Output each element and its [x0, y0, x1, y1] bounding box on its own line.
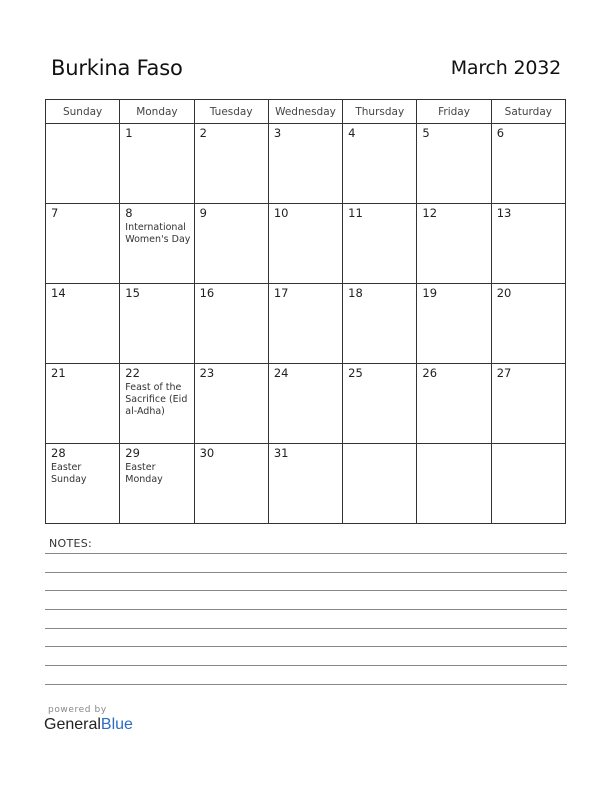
week-row: [46, 364, 566, 444]
day-cell: [343, 284, 417, 364]
day-number: 28: [51, 446, 66, 460]
day-cell: [268, 124, 342, 204]
day-number: 13: [496, 206, 512, 220]
holiday-event: Easter Monday: [125, 462, 163, 485]
holiday-event: International Women's Day: [125, 222, 191, 245]
day-number: 15: [125, 286, 140, 300]
day-number: 19: [422, 286, 438, 300]
day-cell: [491, 124, 565, 204]
notes-label: NOTES:: [49, 537, 93, 550]
day-cell: [417, 204, 491, 284]
weekday-wednesday: Wednesday: [268, 100, 342, 124]
weekday-thursday: Thursday: [343, 100, 417, 124]
weekday-header-row: [46, 100, 566, 124]
weekday-tuesday: Tuesday: [194, 100, 268, 124]
day-cell: [268, 204, 342, 284]
day-number: 12: [422, 206, 438, 220]
day-number: 9: [199, 206, 207, 220]
day-number: 17: [273, 286, 289, 300]
day-number: 20: [496, 286, 512, 300]
day-cell: [46, 284, 120, 364]
day-number: 21: [51, 366, 66, 380]
notes-line: [45, 684, 567, 685]
logo-general: General: [44, 716, 101, 733]
notes-line: [45, 590, 567, 591]
day-cell: [120, 284, 194, 364]
notes-line: [45, 646, 567, 647]
day-cell: [46, 204, 120, 284]
day-cell: [491, 284, 565, 364]
day-number: 25: [348, 366, 363, 380]
day-number: 5: [422, 126, 430, 140]
day-cell: [417, 444, 491, 524]
week-row: [46, 284, 566, 364]
day-number: 6: [496, 126, 505, 140]
day-cell: [120, 204, 194, 284]
day-number: 2: [199, 126, 207, 140]
day-number: 26: [422, 366, 438, 380]
day-cell: [194, 364, 268, 444]
day-number: 3: [273, 126, 282, 140]
logo-blue: Blue: [100, 716, 133, 733]
day-cell: [46, 444, 120, 524]
notes-line: [45, 553, 567, 554]
notes-line: [45, 609, 567, 610]
weekday-saturday: Saturday: [491, 100, 565, 124]
day-cell: [194, 284, 268, 364]
day-cell: [343, 444, 417, 524]
week-row: [46, 204, 566, 284]
day-number: 27: [496, 366, 512, 380]
day-cell: [343, 124, 417, 204]
country-title: Burkina Faso: [51, 56, 183, 80]
weekday-sunday: Sunday: [46, 100, 120, 124]
day-number: 22: [125, 366, 140, 380]
day-cell: [194, 204, 268, 284]
weekday-friday: Friday: [417, 100, 491, 124]
day-number: 1: [125, 126, 133, 140]
month-year-title: March 2032: [450, 57, 561, 79]
day-number: 29: [125, 446, 140, 460]
day-number: 24: [273, 366, 289, 380]
day-number: 4: [348, 126, 356, 140]
notes-line: [45, 665, 567, 666]
day-number: 7: [51, 206, 59, 220]
holiday-event: Easter Sunday: [51, 462, 87, 485]
day-cell: [343, 204, 417, 284]
weekday-monday: Monday: [120, 100, 194, 124]
day-cell: [491, 444, 565, 524]
notes-line: [45, 572, 567, 573]
day-number: 23: [199, 366, 215, 380]
day-number: 31: [273, 446, 289, 460]
generalblue-logo[interactable]: [44, 716, 133, 734]
day-cell: [268, 444, 342, 524]
notes-line: [45, 628, 567, 629]
day-number: 16: [199, 286, 215, 300]
day-cell: [120, 364, 194, 444]
day-cell: [417, 364, 491, 444]
powered-by-text: powered by: [48, 705, 107, 715]
holiday-event: Feast of the Sacrifice (Eid al-Adha): [125, 382, 188, 417]
day-cell: [491, 204, 565, 284]
day-number: 11: [348, 206, 363, 220]
day-cell: [120, 444, 194, 524]
day-cell: [120, 124, 194, 204]
day-number: 8: [125, 206, 133, 220]
day-cell: [343, 364, 417, 444]
day-number: 30: [199, 446, 215, 460]
day-number: 18: [348, 286, 363, 300]
day-number: 14: [51, 286, 66, 300]
week-row: [46, 444, 566, 524]
day-cell: [194, 444, 268, 524]
day-cell: [268, 284, 342, 364]
day-cell: [46, 124, 120, 204]
day-cell: [194, 124, 268, 204]
day-cell: [268, 364, 342, 444]
day-number: 10: [273, 206, 289, 220]
calendar-grid: [45, 99, 566, 524]
day-cell: [417, 124, 491, 204]
week-row: [46, 124, 566, 204]
day-cell: [417, 284, 491, 364]
day-cell: [491, 364, 565, 444]
day-cell: [46, 364, 120, 444]
